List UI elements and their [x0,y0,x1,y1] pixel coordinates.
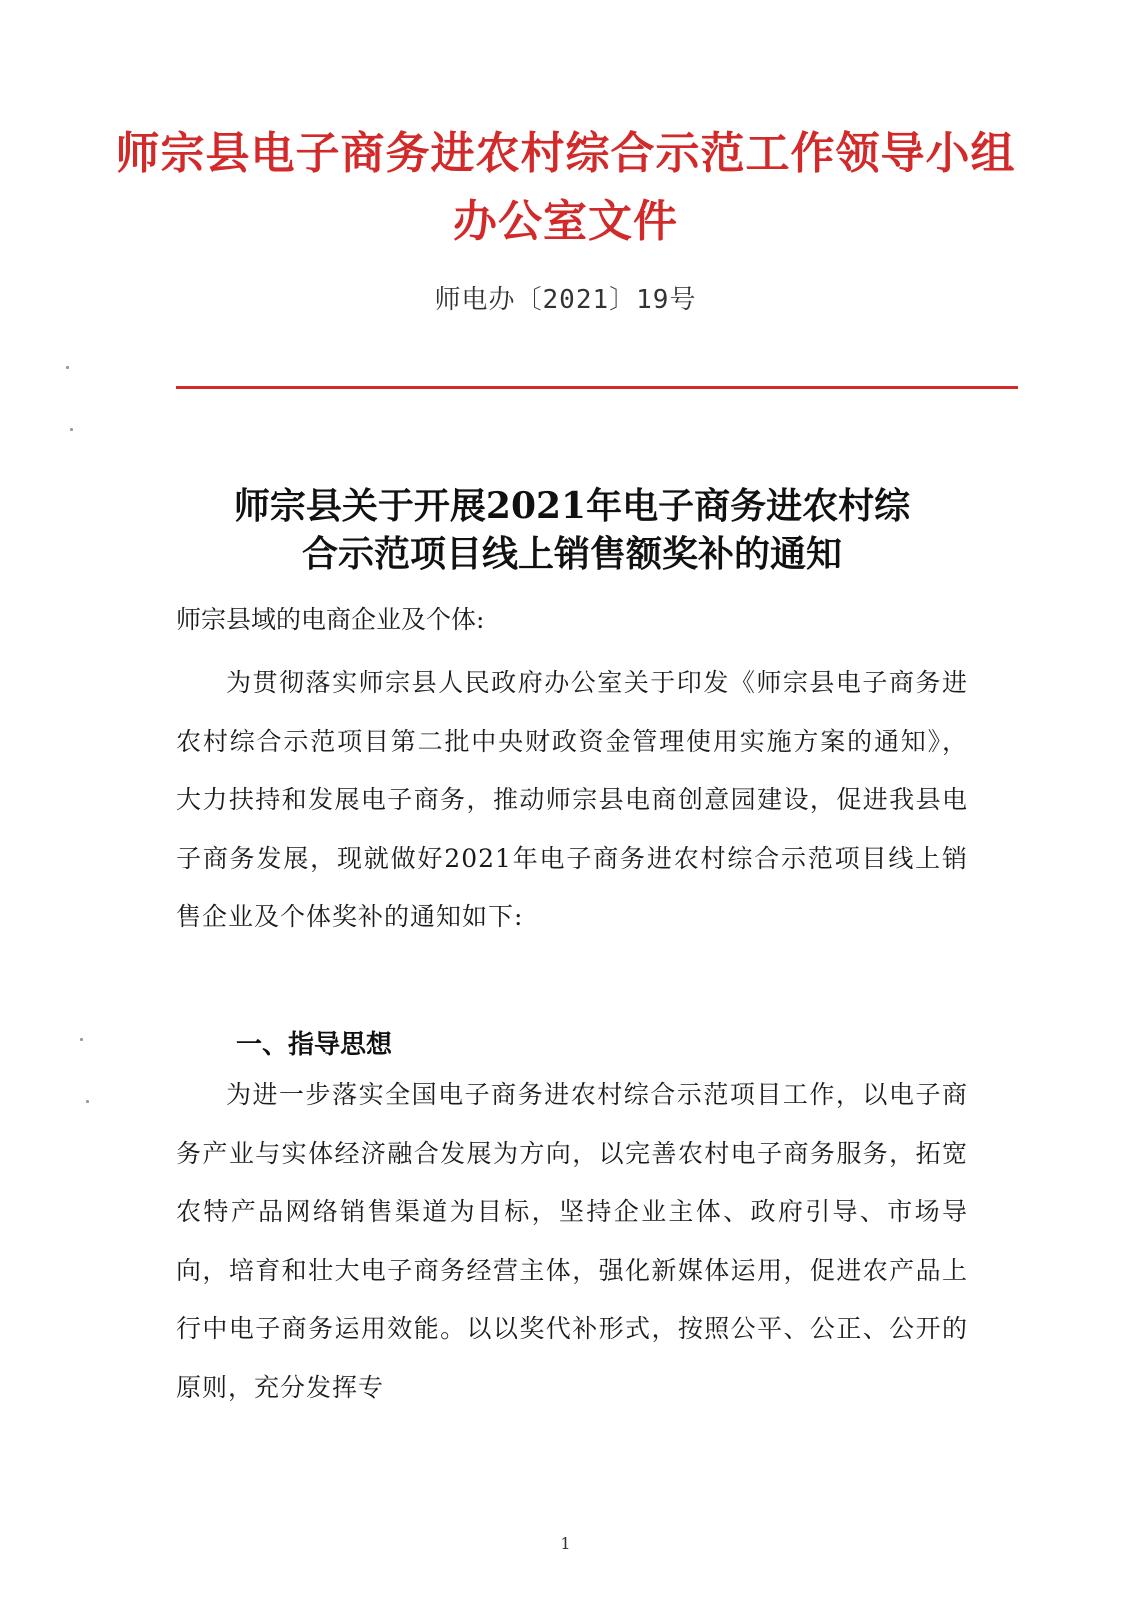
notice-title [176,482,968,578]
section-heading-guiding-thought: 一、指导思想 [236,1030,393,1060]
notice-title-line1: 师宗县关于开展2021年电子商务进农村综 [233,485,911,527]
notice-title-line2: 合示范项目线上销售额奖补的通知 [301,533,842,575]
scan-speck [80,1038,83,1041]
scan-speck [86,1100,89,1103]
issuing-office-title-line2: 办公室文件 [453,196,678,247]
document-number: 师电办〔2021〕19号 [434,285,697,315]
body-paragraph-1: 为贯彻落实师宗县人民政府办公室关于印发《师宗县电子商务进农村综合示范项目第二批中央财政资金管理使用实施方案的通知》，大力扶持和发展电子商务，推动师宗县电商创意园建设，促进我县电子商务发展，现就做好2021年电子商务进农村综合示范项目线上销售企业及个体奖补的通知如下: [176,668,968,931]
red-separator-line [176,386,1018,389]
issuing-office-title-line1: 师宗县电子商务进农村综合示范工作领导小组 [115,128,1016,179]
body-paragraph-2: 为进一步落实全国电子商务进农村综合示范项目工作，以电子商务产业与实体经济融合发展为方向，以完善农村电子商务服务，拓宽农特产品网络销售渠道为目标，坚持企业主体、政府引导、市场导向，培育和壮大电子商务经营主体，强化新媒体运用，促进农产品上行中电子商务运用效能。以以奖代补形式，按照公平、公正、公开的原则，充分发挥专 [176,1080,968,1402]
page-number: 1 [560,1534,571,1553]
scan-speck [70,428,73,431]
addressee: 师宗县域的电商企业及个体: [176,605,485,634]
scan-speck [66,366,69,369]
